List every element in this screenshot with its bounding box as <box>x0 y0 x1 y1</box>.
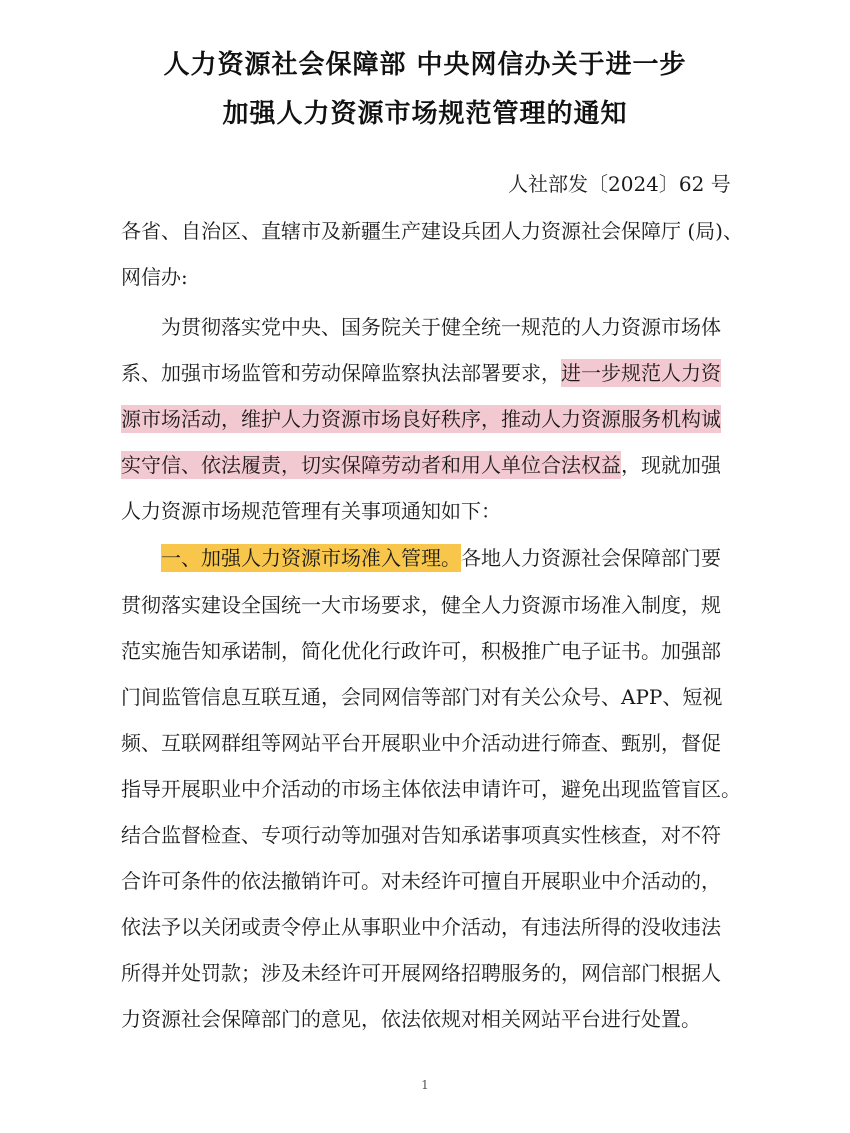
document-number: 人社部发〔2024〕62 号 <box>508 172 731 196</box>
page-number: 1 <box>421 1078 429 1092</box>
section-1-line: 合许可条件的依法撤销许可。对未经许可擅自开展职业中介活动的， <box>121 869 721 893</box>
section-1-first-line-rest: 各地人力资源社会保障部门要 <box>461 546 721 570</box>
addressee-line-2: 网信办: <box>121 265 188 289</box>
section-1-line: 所得并处罚款；涉及未经许可开展网络招聘服务的，网信部门根据人 <box>121 961 721 985</box>
section-1-line: 门间监管信息互联互通，会同网信等部门对有关公众号、APP、短视 <box>121 685 723 709</box>
intro-line-5: 人力资源市场规范管理有关事项通知如下： <box>121 499 501 523</box>
section-1-first-line <box>161 543 721 573</box>
section-1-line: 结合监督检查、专项行动等加强对告知承诺事项真实性核查，对不符 <box>121 823 721 847</box>
section-1-line: 贯彻落实建设全国统一大市场要求，健全人力资源市场准入制度，规 <box>121 593 721 617</box>
document-title-line-2: 加强人力资源市场规范管理的通知 <box>222 99 628 129</box>
highlighted-text: 实守信、依法履责，切实保障劳动者和用人单位合法权益 <box>121 453 621 477</box>
addressee-line-1: 各省、自治区、直辖市及新疆生产建设兵团人力资源社会保障厅 (局)、 <box>121 219 743 243</box>
intro-line-1: 为贯彻落实党中央、国务院关于健全统一规范的人力资源市场体 <box>161 315 721 339</box>
intro-line-2-plain: 系、加强市场监管和劳动保障监察执法部署要求， <box>121 361 561 385</box>
section-1-line: 指导开展职业中介活动的市场主体依法申请许可，避免出现监管盲区。 <box>121 777 741 801</box>
intro-line-3 <box>121 404 721 434</box>
section-1-line: 频、互联网群组等网站平台开展职业中介活动进行筛查、甄别，督促 <box>121 731 721 755</box>
highlighted-text: 进一步规范人力资 <box>561 361 721 385</box>
document-title-line-1: 人力资源社会保障部 中央网信办关于进一步 <box>163 50 687 80</box>
section-1-heading: 一、加强人力资源市场准入管理。 <box>161 546 461 570</box>
highlighted-text: 源市场活动，维护人力资源市场良好秩序，推动人力资源服务机构诚 <box>121 407 721 431</box>
section-1-line: 范实施告知承诺制，简化优化行政许可，积极推广电子证书。加强部 <box>121 639 721 663</box>
intro-line-4 <box>121 450 721 480</box>
section-1-line: 依法予以关闭或责令停止从事职业中介活动，有违法所得的没收违法 <box>121 915 721 939</box>
intro-line-2 <box>121 358 721 388</box>
intro-line-4-plain: ，现就加强 <box>621 453 721 477</box>
section-1-line: 力资源社会保障部门的意见，依法依规对相关网站平台进行处置。 <box>121 1007 701 1031</box>
